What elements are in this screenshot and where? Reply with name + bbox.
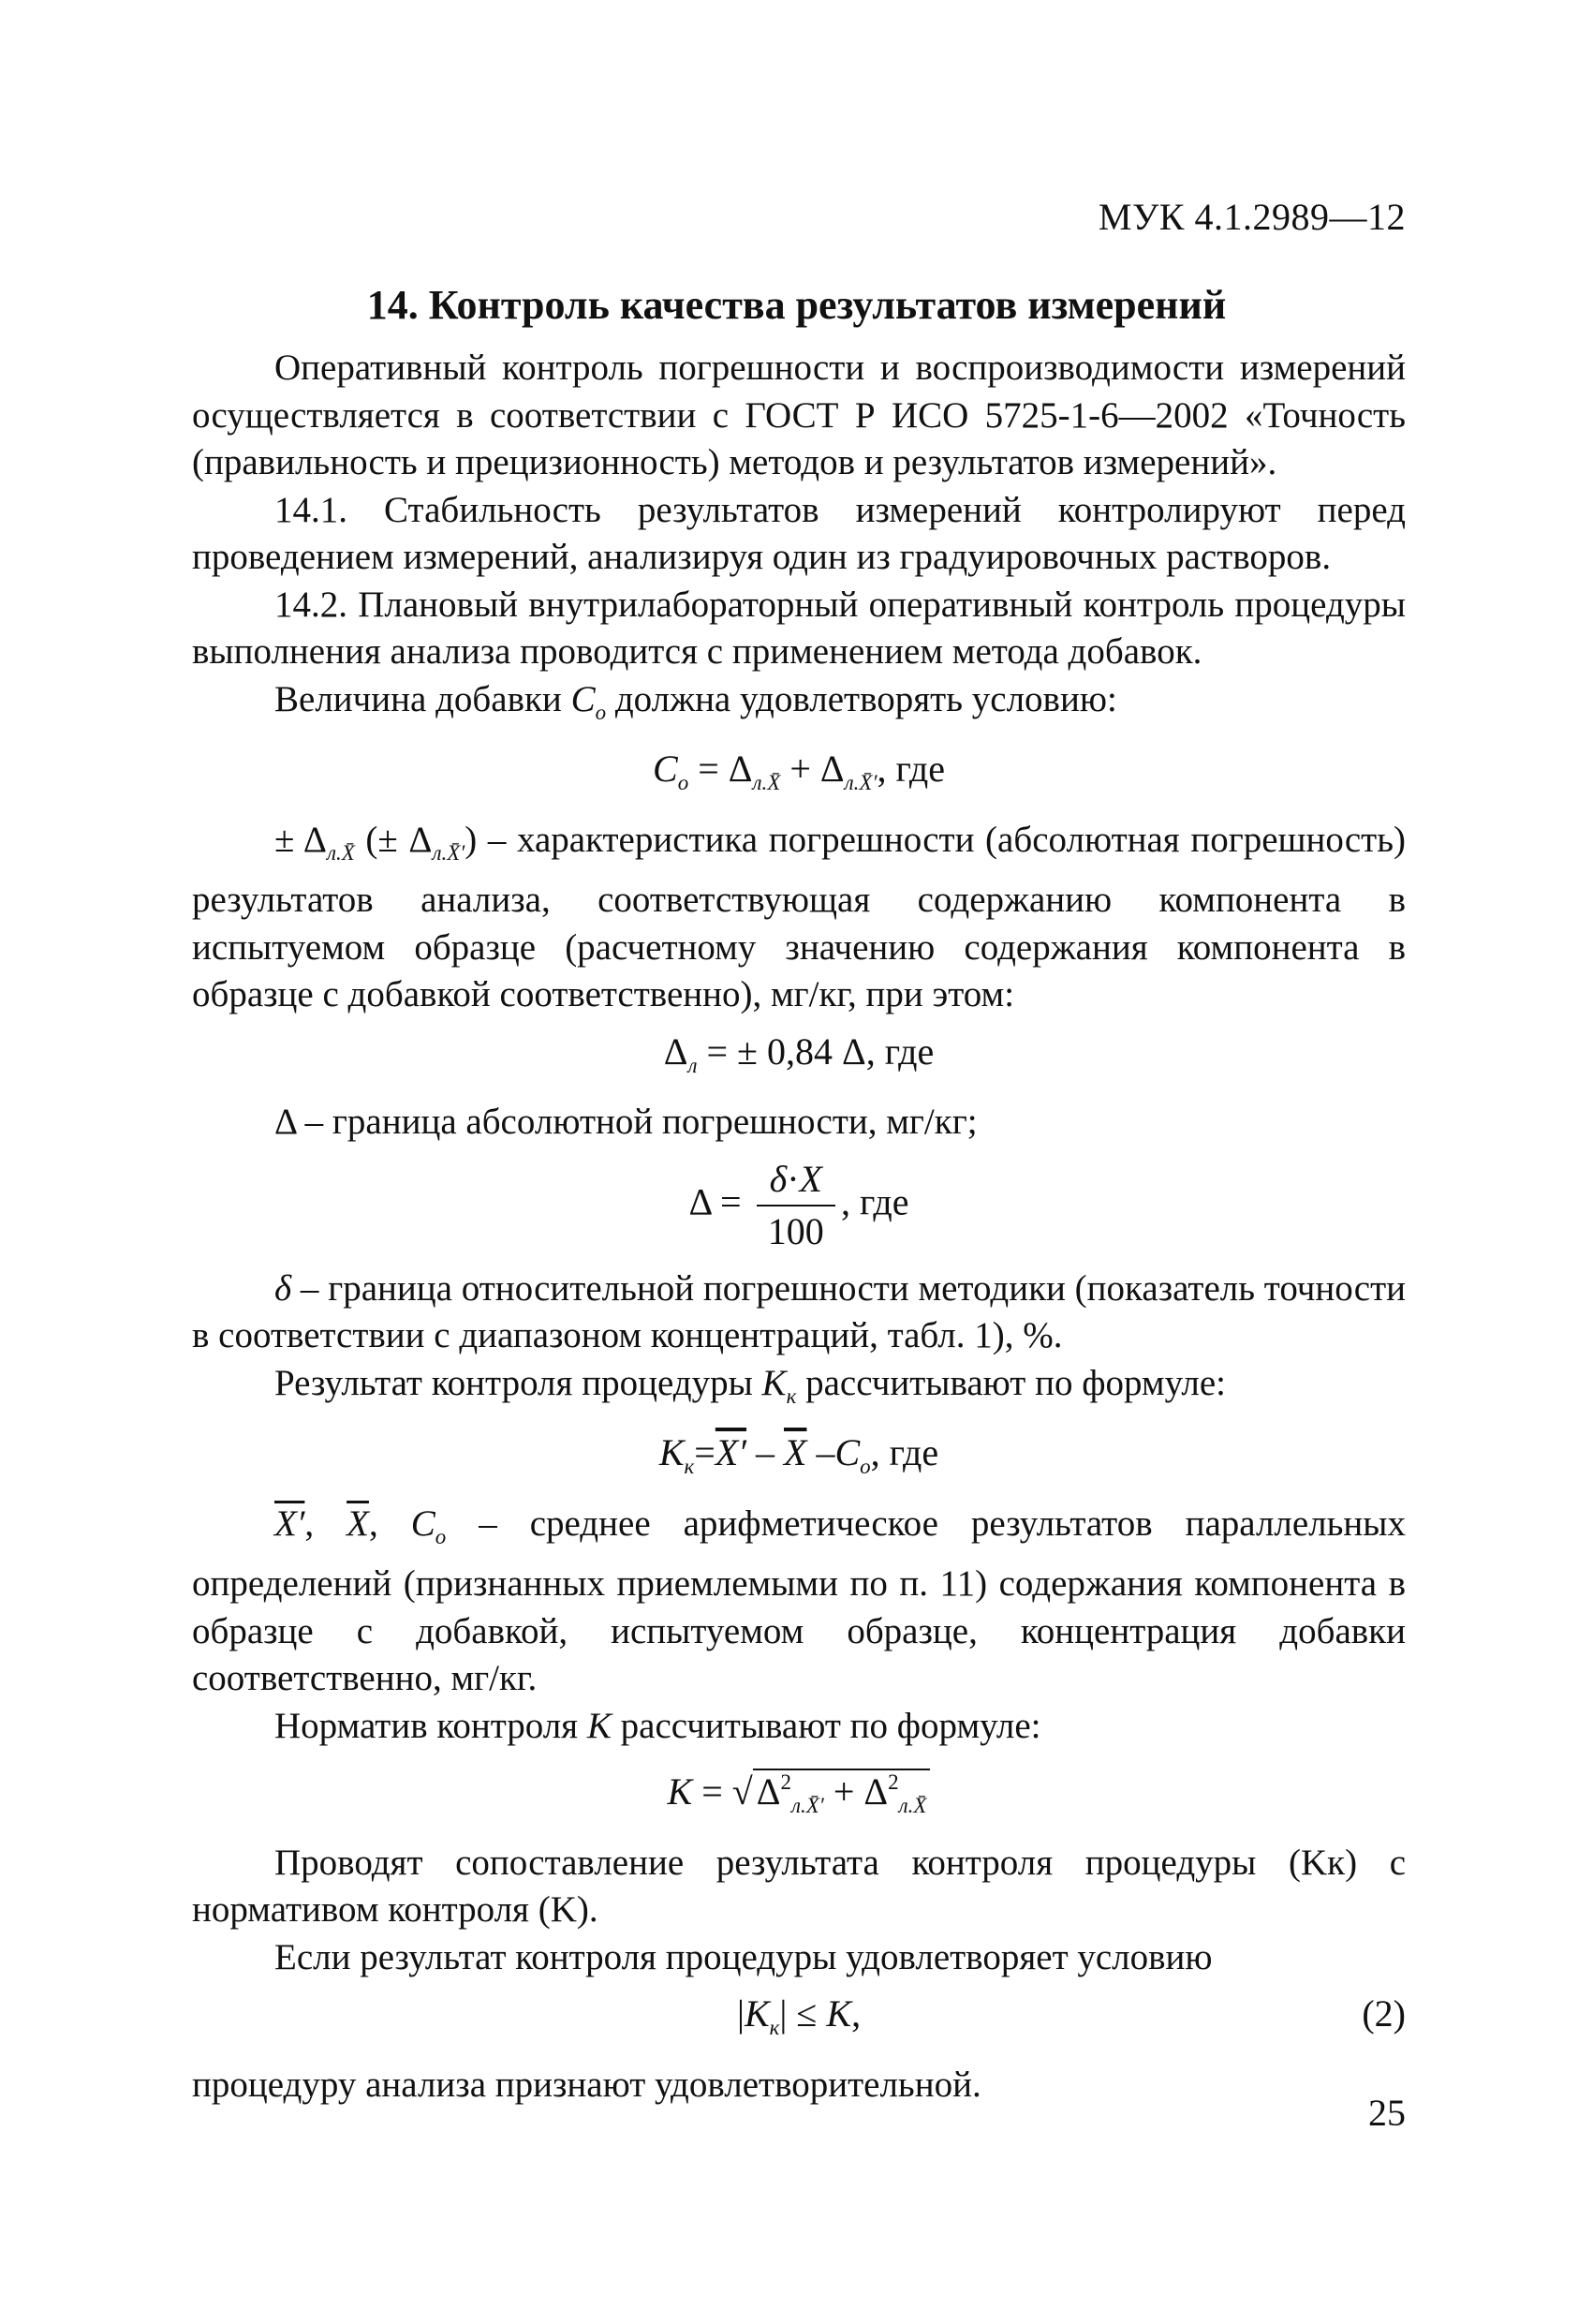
paragraph-conclusion: процедуру анализа признают удовлетворительной. xyxy=(192,2064,981,2105)
formula-k: K = √ $\Delta^2_{л.X̄'} + \Delta^2_{л.X̄}$ xyxy=(192,1759,1406,1830)
square-root: √ $\Delta^2_{л.X̄'} + \Delta^2_{л.X̄}$ xyxy=(732,1759,931,1830)
equation-number: (2) xyxy=(1362,1992,1406,2035)
formula-delta-l: $\Delta_л$ = ± 0,84 Δ, где xyxy=(663,1029,935,1077)
formula-additive: $C_о = \Delta_{л.X̄} + \Delta_{л.X̄'}$, где xyxy=(653,748,945,794)
formula-kk: $K_к=X' - \overline{X}$ $-C_о$, где xyxy=(658,1431,939,1478)
page-number: 25 xyxy=(1368,2092,1406,2134)
paragraph-control-result: Результат контроля процедуры $K_к$ рассчитывают по формуле: xyxy=(274,1362,1226,1408)
paragraph-comparison: Проводят сопоставление результата контроля процедуры (Kк) с нормативом контроля (K). xyxy=(192,1842,1406,1930)
document-code: МУК 4.1.2989—12 xyxy=(1098,196,1406,238)
fraction: $\frac{\delta\cdot X}{100}$ xyxy=(757,1156,835,1256)
paragraph-intro: Оперативный контроль погрешности и воспроизводимости измерений осуществляется в соответствии с ГОСТ Р ИСО 5725-1-6—2002 «Точность (правильность и прецизионность) методов и результатов измерений». xyxy=(192,348,1406,482)
paragraph-norm: Норматив контроля K рассчитывают по формуле: xyxy=(274,1705,1041,1746)
paragraph-14-2: 14.2. Плановый внутрилабораторный оперативный контроль процедуры выполнения анализа проводится с применением метода добавок. xyxy=(192,584,1406,672)
body-text xyxy=(192,345,1406,2109)
paragraph-additive: Величина добавки $C_о$ должна удовлетворять условию: xyxy=(274,678,1117,724)
paragraph-abs-error: Δ – граница абсолютной погрешности, мг/кг; xyxy=(274,1102,978,1142)
paragraph-means: X′, $\overline{X}$, $C_о$ – среднее арифметическое результатов параллельных определений (признанных приемлемыми по п. 11) содержания компонента в образце с добавкой, испытуемом образце, концентрация добавки соответственно, мг/кг. xyxy=(192,1502,1407,1698)
paragraph-error-characteristic: ± $\Delta_{л.X̄}$ (± $\Delta_{л.X̄'}$) – характеристика погрешности (абсолютная погрешность) результатов анализа, соответствующая содержанию компонента в испытуемом образце (расчетному значению содержания компонента в образце с добавкой соответственно), мг/кг, при этом: xyxy=(192,819,1406,1014)
paragraph-14-1: 14.1. Стабильность результатов измерений контролируют перед проведением измерений, анализируя один из градуировочных растворов. xyxy=(192,489,1406,577)
paragraph-rel-error: δ – граница относительной погрешности методики (показатель точности в соответствии с диапазоном концентраций, табл. 1), %. xyxy=(192,1267,1406,1355)
formula-condition: $|K_к| \le K$, (2) xyxy=(736,1992,1406,2039)
section-title: 14. Контроль качества результатов измерений xyxy=(366,282,1227,328)
formula-delta: Δ = $\frac{\delta\cdot X}{100}$ , где xyxy=(192,1156,1406,1256)
paragraph-condition: Если результат контроля процедуры удовлетворяет условию xyxy=(274,1936,1213,1977)
